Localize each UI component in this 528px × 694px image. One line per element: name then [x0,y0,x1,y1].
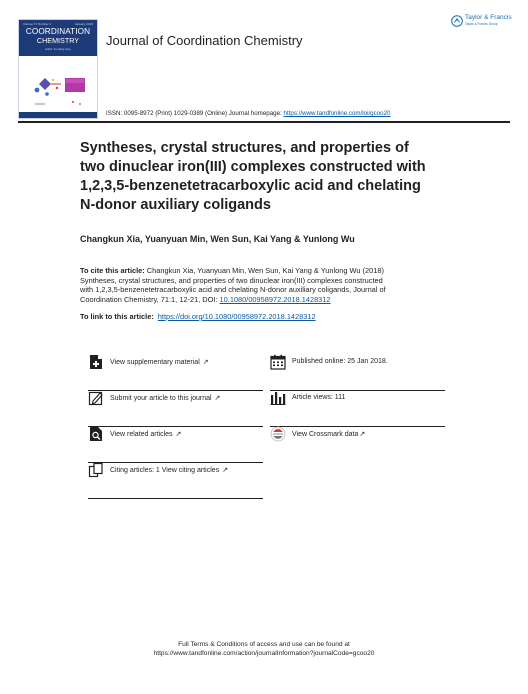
external-link-icon: ↗ [222,467,229,474]
citation-line: with 1,2,3,5-benzenetetracarboxylic acid and chelating N-donor auxiliary coligands, Journal of [80,285,386,295]
article-link-line [80,312,316,321]
document-search-icon [88,426,104,442]
cover-issue: January 2018 [74,22,93,26]
footer-terms-link[interactable]: https://www.tandfonline.com/action/journalInformation?journalCode=gcoo20 [153,650,375,657]
article-title-line: 1,2,3,5-benzenetetracarboxylic acid and chelating [80,178,421,194]
article-title-line: N-donor auxiliary coligands [80,197,271,213]
cover-artwork [25,66,91,110]
citation-line: Coordination Chemistry, 71:1, 12-21, DOI: [80,294,218,304]
link-label: To link to this article: [80,312,154,321]
article-title [80,139,460,215]
external-link-icon: ↗ [202,359,209,366]
citation-block [80,266,460,304]
cover-title-line1: COORDINATION [25,27,91,36]
item-divider [88,462,263,463]
related-label: View related articles [110,431,173,438]
pencil-paper-icon [88,390,104,406]
article-authors: Changkun Xia, Yuanyuan Min, Wen Sun, Kai Yang & Yunlong Wu [80,234,355,244]
item-divider [88,390,263,391]
article-title-line: two dinuclear iron(III) complexes constructed with [80,159,426,175]
external-link-icon: ↗ [175,431,182,438]
article-title-line: Syntheses, crystal structures, and properties of [80,140,409,156]
item-divider [88,426,263,427]
supplementary-label: View supplementary material [110,359,200,366]
item-divider [270,426,445,427]
views-count: Article views: 111 [292,394,346,401]
external-link-icon: ↗ [214,395,221,402]
crossmark-label: View Crossmark data [292,431,359,438]
cover-bottom-band [19,112,97,118]
journal-homepage-link[interactable]: https://www.tandfonline.com/loi/gcoo20 [283,110,391,117]
document-plus-icon [88,354,104,370]
taylor-francis-logo-icon [451,15,463,27]
submit-label: Submit your article to this journal [110,395,212,402]
crossmark-icon [270,426,286,442]
doi-link[interactable]: 10.1080/00958972.2018.1428312 [219,294,331,304]
footer [0,640,528,658]
journal-cover-image [18,19,98,119]
item-divider [270,390,445,391]
publisher-logo[interactable] [451,14,517,32]
footer-terms-text: Full Terms & Conditions of access and use can be found at [178,641,350,648]
calendar-icon [270,354,286,370]
citing-documents-icon [88,462,104,478]
published-date: Published online: 25 Jan 2018. [292,358,388,365]
cover-title-line2: CHEMISTRY [36,36,80,45]
bar-chart-icon [270,390,286,406]
header-divider [18,121,510,123]
article-doi-url[interactable]: https://doi.org/10.1080/00958972.2018.1428312 [157,312,316,321]
item-divider [88,498,263,499]
publisher-name: Taylor & Francis [465,14,512,21]
external-link-icon: ↗ [359,431,366,438]
journal-title[interactable]: Journal of Coordination Chemistry [106,33,303,48]
publisher-tagline: Taylor & Francis Group [465,22,498,26]
citation-line: Changkun Xia, Yuanyuan Min, Wen Sun, Kai Yang & Yunlong Wu (2018) [146,266,384,275]
issn-text: ISSN: 0095-8972 (Print) 1029-0389 (Online) Journal homepage: [106,110,282,117]
citing-label: Citing articles: 1 View citing articles [110,467,220,474]
cover-editor: Editor: Ke-Hang Lang [45,48,71,51]
citation-label: To cite this article: [80,266,145,275]
issn-line [106,110,390,117]
citation-line: Syntheses, crystal structures, and properties of two dinuclear iron(III) complexes constructed [80,275,383,285]
cover-volume: Volume 71 Number 1 [23,22,52,26]
